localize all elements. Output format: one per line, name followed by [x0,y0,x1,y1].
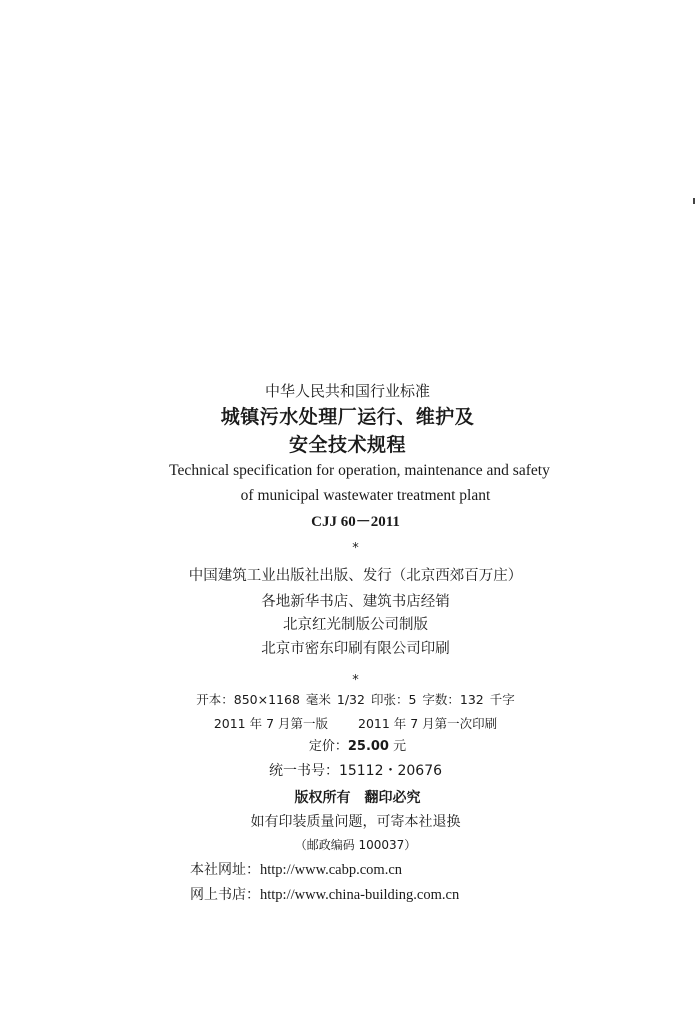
piracy-warning: 翻印必究 [364,790,421,806]
postcode-line: （邮政编码 100037） [294,838,417,852]
plate-maker-line: 北京红光制版公司制版 [283,617,428,633]
book-number-value: 15112・20676 [338,763,443,779]
fold-value: 1/32 [336,692,365,707]
printer-line: 北京市密东印刷有限公司印刷 [261,641,450,657]
words-label: 字数： [422,692,460,707]
website-label: 本社网址： [190,862,260,878]
book-number-label: 统一书号： [268,763,339,779]
publisher-line: 中国建筑工业出版社出版、发行（北京西郊百万庄） [188,568,523,584]
sheets-label: 印张： [370,692,409,707]
first-printing: 2011 年 7 月第一次印刷 [358,716,498,731]
copyright-line [10,791,695,805]
book-number-line [8,764,695,778]
format-specs [8,694,695,707]
price-label: 定价： [308,739,348,754]
bookstore-line [190,888,459,903]
bookstore-url[interactable]: http://www.china-building.com.cn [260,887,460,903]
price-value: 25.00 [347,739,389,754]
return-notice: 如有印装质量问题，可寄本社退换 [250,814,461,830]
title-en-line1: Technical specification for operation, maintenance and safety [169,462,550,479]
sheets-value: 5 [408,692,417,707]
rights-reserved: 版权所有 [294,790,351,806]
distributor-line: 各地新华书店、建筑书店经销 [261,594,450,610]
format-value: 850×1168 毫米 [233,692,331,707]
website-line [190,863,402,878]
series-title: 中华人民共和国行业标准 [264,382,430,400]
website-url[interactable]: http://www.cabp.com.cn [260,862,403,878]
format-label: 开本： [196,692,234,707]
separator-star: * [352,673,359,688]
separator-star: * [352,541,359,556]
edition-info [8,718,695,731]
first-edition: 2011 年 7 月第一版 [213,716,328,731]
title-cn-line1: 城镇污水处理厂运行、维护及 [220,406,475,428]
price-line [10,740,695,753]
words-value: 132 千字 [459,692,515,707]
bookstore-label: 网上书店： [190,887,260,903]
standard-code: CJJ 60－2011 [311,514,400,530]
price-unit: 元 [393,739,407,754]
title-en-line2: of municipal wastewater treatment plant [240,487,491,504]
title-cn-line2: 安全技术规程 [288,434,406,456]
